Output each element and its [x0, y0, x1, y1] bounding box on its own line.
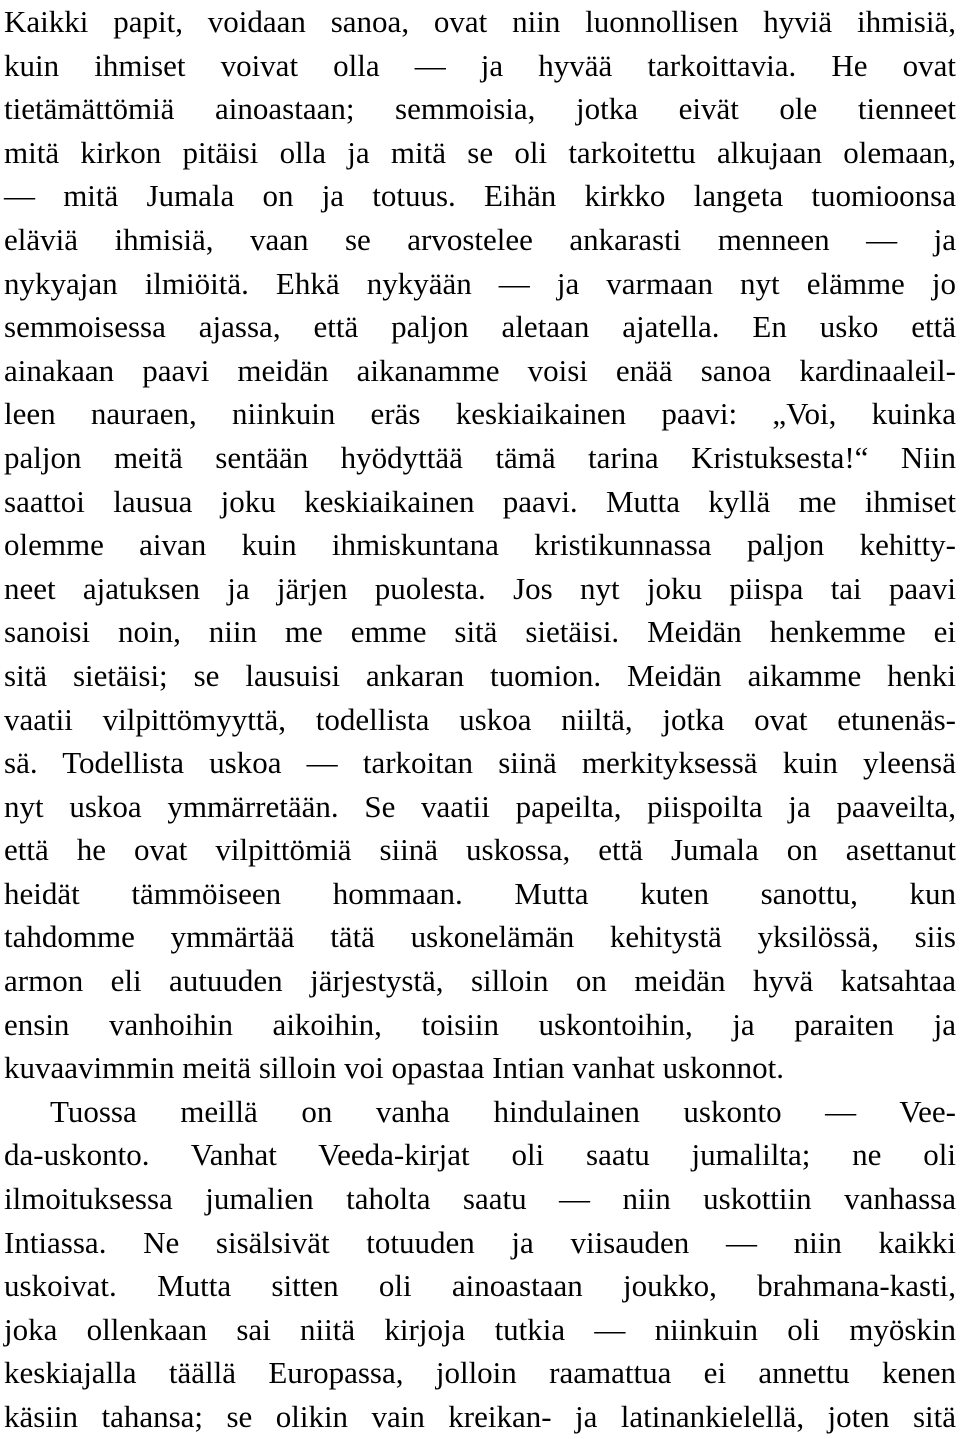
- text-line: da-uskonto. Vanhat Veeda-kirjat oli saatu jumalilta; ne oli: [4, 1137, 956, 1173]
- text-line: paljon meitä sentään hyödyttää tämä tarina Kristuksesta!“ Niin: [4, 439, 956, 475]
- paragraph-2: [4, 1090, 956, 1439]
- text-line: kuvaavimmin meitä silloin voi opastaa Intian vanhat uskonnot.: [4, 1050, 785, 1086]
- text-line: ainakaan paavi meidän aikanamme voisi enää sanoa kardinaaleil-: [4, 352, 956, 388]
- text-line: nyt uskoa ymmärretään. Se vaatii papeilta, piispoilta ja paaveilta,: [4, 788, 956, 824]
- text-line: olemme aivan kuin ihmiskuntana kristikunnassa paljon kehitty-: [4, 527, 956, 563]
- text-line: eläviä ihmisiä, vaan se arvostelee ankarasti menneen — ja: [4, 221, 956, 257]
- text-line: ilmoituksessa jumalien taholta saatu — niin uskottiin vanhassa: [4, 1181, 956, 1217]
- text-line: sitä sietäisi; se lausuisi ankaran tuomion. Meidän aikamme henki: [4, 657, 956, 693]
- text-line: — mitä Jumala on ja totuus. Eihän kirkko langeta tuomioonsa: [4, 178, 956, 214]
- text-line: leen nauraen, niinkuin eräs keskiaikainen paavi: „Voi, kuinka: [4, 396, 956, 432]
- paragraph-1: [4, 0, 956, 1090]
- text-line: tietämättömiä ainoastaan; semmoisia, jotka eivät ole tienneet: [4, 91, 956, 127]
- text-line: saattoi lausua joku keskiaikainen paavi. Mutta kyllä me ihmiset: [4, 483, 956, 519]
- text-line: heidät tämmöiseen hommaan. Mutta kuten sanottu, kun: [4, 875, 956, 911]
- text-line: armon eli autuuden järjestystä, silloin on meidän hyvä katsahtaa: [4, 963, 956, 999]
- text-line: Intiassa. Ne sisälsivät totuuden ja viisauden — niin kaikki: [4, 1224, 956, 1260]
- text-line: uskoivat. Mutta sitten oli ainoastaan joukko, brahmana-kasti,: [4, 1268, 956, 1304]
- text-line: joka ollenkaan sai niitä kirjoja tutkia — niinkuin oli myöskin: [4, 1311, 956, 1347]
- text-line: mitä kirkon pitäisi olla ja mitä se oli tarkoitettu alkujaan olemaan,: [4, 134, 956, 170]
- text-line: sä. Todellista uskoa — tarkoitan siinä merkityksessä kuin yleensä: [4, 745, 956, 781]
- text-line: Tuossa meillä on vanha hindulainen uskonto — Vee-: [50, 1093, 956, 1129]
- text-line: vaatii vilpittömyyttä, todellista uskoa niiltä, jotka ovat etunenäs-: [4, 701, 956, 737]
- text-line: että he ovat vilpittömiä siinä uskossa, että Jumala on asettanut: [4, 832, 956, 868]
- text-line: ensin vanhoihin aikoihin, toisiin uskontoihin, ja paraiten ja: [4, 1006, 956, 1042]
- text-line: kuin ihmiset voivat olla — ja hyvää tarkoittavia. He ovat: [4, 47, 956, 83]
- text-line: käsiin tahansa; se olikin vain kreikan- ja latinankielellä, joten sitä: [4, 1399, 956, 1434]
- text-line: sanoisi noin, niin me emme sitä sietäisi. Meidän henkemme ei: [4, 614, 956, 650]
- text-line: nykyajan ilmiöitä. Ehkä nykyään — ja varmaan nyt elämme jo: [4, 265, 956, 301]
- text-line: semmoisessa ajassa, että paljon aletaan ajatella. En usko että: [4, 309, 956, 345]
- text-line: neet ajatuksen ja järjen puolesta. Jos nyt joku piispa tai paavi: [4, 570, 956, 606]
- text-line: Kaikki papit, voidaan sanoa, ovat niin luonnollisen hyviä ihmisiä,: [4, 4, 956, 39]
- text-line: keskiajalla täällä Europassa, jolloin raamattua ei annettu kenen: [4, 1355, 956, 1391]
- text-line: tahdomme ymmärtää tätä uskonelämän kehitystä yksilössä, siis: [4, 919, 956, 955]
